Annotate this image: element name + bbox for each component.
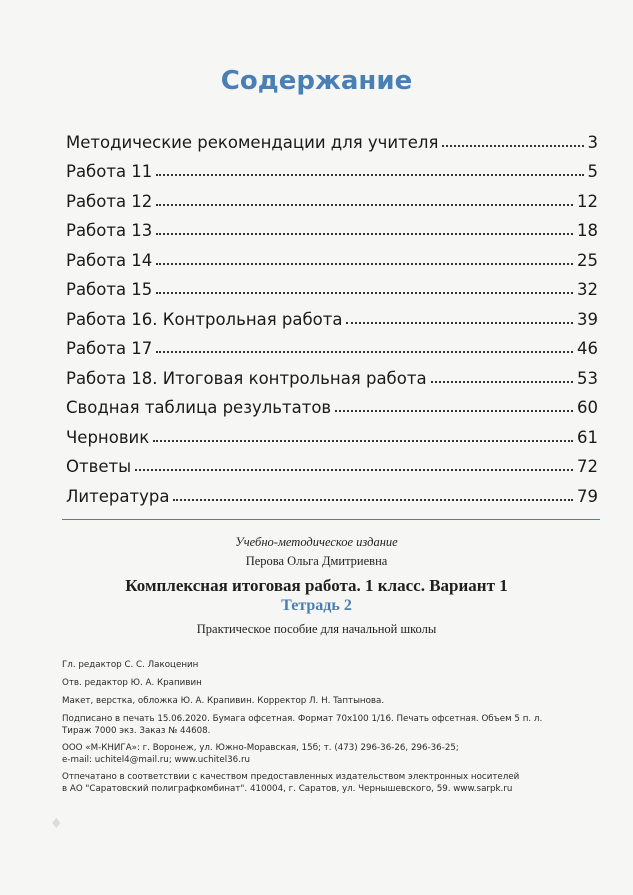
toc-entry-page: 61 (577, 427, 598, 447)
toc-entry-page: 12 (577, 191, 598, 211)
chief-editor: Гл. редактор С. С. Лакоценин (62, 660, 199, 670)
print-details: Подписано в печать 15.06.2020. Бумага офсетная. Формат 70x100 1/16. Печать офсетная. Объем 5 п. л. Тираж 7000 экз. Заказ № 44608. (62, 714, 543, 736)
toc-entry (66, 447, 598, 477)
toc-entry (66, 329, 598, 359)
toc-entry-page: 53 (577, 368, 598, 388)
layout-credits: Макет, верстка, обложка Ю. А. Крапивин. Корректор Л. Н. Taптынова. (62, 696, 385, 706)
toc-entry-label: Работа 12 (66, 191, 153, 211)
toc-leader-dots (431, 381, 573, 383)
toc-entry-label: Работа 18. Итоговая контрольная работа (66, 368, 427, 388)
toc-entry-page: 39 (577, 309, 598, 329)
toc-entry-page: 18 (577, 221, 598, 240)
toc-entry-label: Черновик (66, 427, 150, 447)
toc-entry-label: Работа 15 (66, 280, 153, 299)
book-title: Комплексная итоговая работа. 1 класс. Вариант 1 (125, 576, 508, 595)
toc-entry-label: Ответы (66, 457, 132, 476)
toc-entry (66, 299, 598, 329)
toc-entry-page: 79 (577, 486, 598, 506)
toc-entry (66, 388, 598, 418)
toc-entry-label: Работа 14 (66, 250, 153, 270)
contents-title: Содержание (220, 66, 413, 96)
toc-entry (66, 152, 598, 182)
toc-entry-label: Работа 16. Контрольная работа (66, 309, 343, 329)
notebook-label: Тетрадь 2 (281, 597, 352, 614)
author-name: Перова Ольга Дмитриевна (245, 554, 388, 568)
toc-entry-page: 46 (577, 339, 598, 358)
printer-info: Отпечатано в соответствии с качеством предоставленных издательством электронных носителей в АО "Саратовский полиграфкомбинат". 410004, г. Саратов, ул. Чернышевского, 59. www.sarpk.ru (62, 772, 520, 794)
book-subtitle: Практическое пособие для начальной школы (196, 622, 437, 636)
bleed-through-mark: ♦ (50, 816, 63, 832)
toc-entry-page: 32 (577, 280, 598, 299)
toc-leader-dots (442, 145, 583, 147)
toc-entry-label: Работа 11 (66, 162, 153, 181)
toc-entry-page: 5 (587, 162, 598, 181)
toc-leader-dots (153, 440, 573, 442)
toc-entry (66, 417, 598, 447)
toc-entry-label: Работа 17 (66, 339, 153, 358)
toc-leader-dots (135, 469, 573, 471)
toc-entry (66, 122, 598, 152)
toc-leader-dots (173, 499, 573, 501)
toc-entry (66, 358, 598, 388)
toc-entry (66, 270, 598, 300)
toc-entry-page: 3 (587, 132, 598, 152)
toc-entry-label: Сводная таблица результатов (66, 398, 332, 417)
toc-leader-dots (346, 322, 573, 324)
toc-entry (66, 211, 598, 241)
toc-entry (66, 476, 598, 506)
toc-leader-dots (156, 204, 573, 206)
toc-leader-dots (156, 351, 573, 353)
toc-entry-page: 72 (577, 457, 598, 476)
toc-entry (66, 181, 598, 211)
toc-entry-label: Литература (66, 486, 170, 506)
toc-entry-label: Работа 13 (66, 221, 153, 240)
edition-type: Учебно-методическое издание (235, 535, 398, 549)
managing-editor: Отв. редактор Ю. А. Крапивин (62, 678, 202, 688)
toc-entry-page: 60 (577, 398, 598, 417)
toc-leader-dots (156, 292, 573, 294)
toc-entry-label: Методические рекомендации для учителя (66, 132, 439, 152)
toc-leader-dots (156, 233, 573, 235)
toc-entry (66, 240, 598, 270)
table-of-contents (66, 122, 598, 506)
toc-leader-dots (156, 174, 583, 176)
publisher-info: ООО «М-КНИГА»: г. Воронеж, ул. Южно-Моравская, 15б; т. (473) 296-36-26, 296-36-25; e-mail: uchitel4@mail.ru; www.uchitel36.ru (62, 743, 459, 765)
toc-entry-page: 25 (577, 250, 598, 270)
divider (62, 519, 600, 520)
toc-leader-dots (156, 263, 573, 265)
toc-leader-dots (335, 410, 573, 412)
